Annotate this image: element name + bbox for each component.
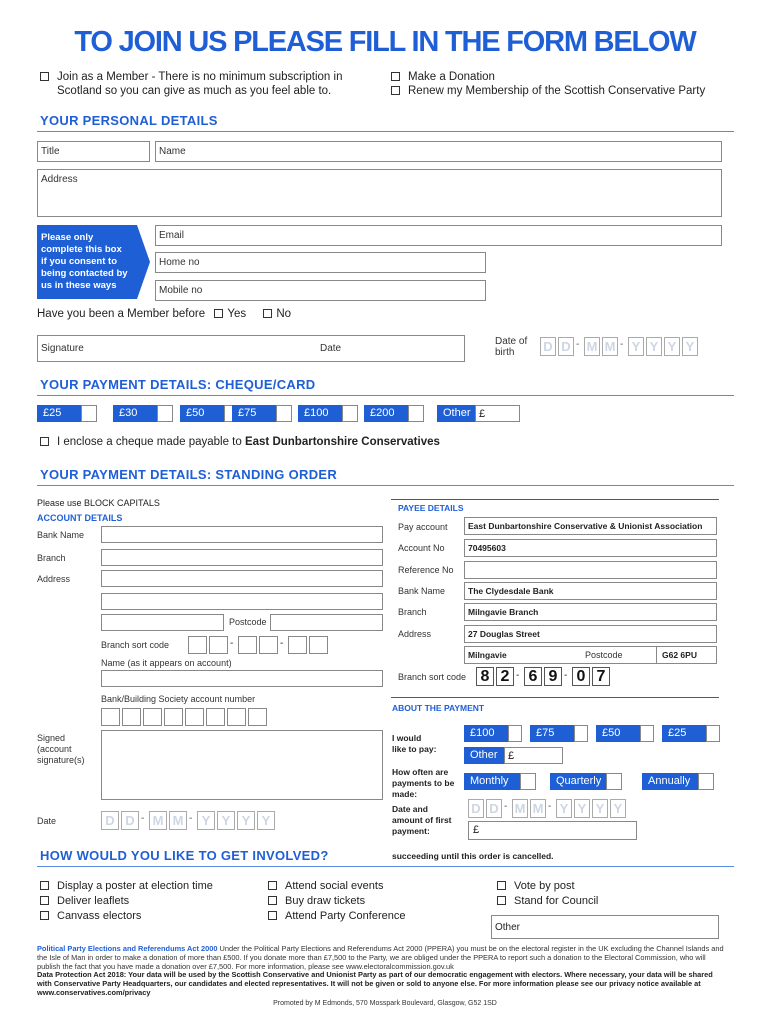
promoted-by: Promoted by M Edmonds, 570 Mosspark Boulevard, Glasgow, G52 1SD — [273, 1000, 497, 1007]
personal-details-heading: YOUR PERSONAL DETAILS — [40, 113, 218, 128]
block-capitals-note: Please use BLOCK CAPITALS — [37, 498, 160, 508]
first-date-digit-y[interactable]: Y — [574, 799, 590, 818]
payee-sort-label: Branch sort code — [398, 672, 467, 682]
first-payment-label: Date and amount of first payment: — [392, 804, 452, 836]
cheque-amount-0: £25 — [37, 405, 81, 422]
sort-box[interactable] — [288, 636, 307, 654]
so-date-sep: - — [141, 813, 145, 824]
payee-sort-sep: - — [516, 670, 520, 681]
first-date-sep: - — [504, 801, 508, 812]
involved-column-2 — [268, 879, 405, 924]
cheque-amount-box-4[interactable] — [342, 405, 358, 422]
so-date-digit-y[interactable]: Y — [197, 811, 215, 830]
freq-box-quarterly[interactable] — [606, 773, 622, 790]
involved-option[interactable]: Buy draw tickets — [268, 894, 405, 909]
account-no-value: 70495603 — [464, 539, 717, 557]
sort-box[interactable] — [238, 636, 257, 654]
payee-bank-label: Bank Name — [398, 586, 446, 596]
so-other-input[interactable]: £ — [504, 747, 563, 764]
involved-checkbox[interactable] — [268, 896, 277, 905]
standing-order-heading: YOUR PAYMENT DETAILS: STANDING ORDER — [40, 467, 338, 482]
postcode-input[interactable] — [270, 614, 383, 631]
involved-checkbox[interactable] — [40, 911, 49, 920]
so-date-digit-m[interactable]: M — [149, 811, 167, 830]
so-amount-1: £75 — [530, 725, 574, 742]
name-on-account-label: Name (as it appears on account) — [101, 658, 232, 668]
so-date-label: Date — [37, 816, 57, 826]
freq-box-monthly[interactable] — [520, 773, 536, 790]
bank-name-label: Bank Name — [37, 530, 85, 540]
cheque-amount-3: £75 — [232, 405, 276, 422]
address-input-2[interactable] — [101, 593, 383, 610]
payee-bank-value: The Clydesdale Bank — [464, 582, 717, 600]
cheque-amount-5: £200 — [364, 405, 408, 422]
ppera-notice: Political Party Elections and Referendums Act 2000 Under the Political Party Elections and Referendums Act 2000 (PPERA) you must be on the electoral register in the UK excluding the Channel Islands and the Isle of Man in order to make a donation of more than £500. If you donate more than £7,500 to the Party, we are obliged under the PPERA to report such a donation to the Electoral Commission, who will publish the fact that you have made a donation over £7,500. For more information, please see www.electoralcommission.gov.uk — [37, 944, 724, 971]
first-date-digit-m[interactable]: M — [530, 799, 546, 818]
involved-column-3 — [497, 879, 598, 909]
cheque-enclose-option[interactable]: I enclose a cheque made payable to East Dunbartonshire Conservatives — [40, 436, 440, 448]
postcode-label: Postcode — [229, 617, 267, 627]
first-date-sep: - — [548, 801, 552, 812]
payee-sort-digit: 8 — [476, 667, 494, 686]
first-date-digit-d[interactable]: D — [468, 799, 484, 818]
bank-name-input[interactable] — [101, 526, 383, 543]
involved-option[interactable]: Display a poster at election time — [40, 879, 213, 894]
join-member-checkbox[interactable] — [40, 72, 49, 81]
payee-town-value: Milngavie — [464, 646, 717, 664]
page-title: TO JOIN US PLEASE FILL IN THE FORM BELOW — [74, 26, 696, 58]
account-no-label: Account No — [398, 543, 445, 553]
donation-options — [391, 70, 705, 98]
so-amount-box-1[interactable] — [574, 725, 588, 742]
so-date-digit-y[interactable]: Y — [217, 811, 235, 830]
involved-checkbox[interactable] — [268, 911, 277, 920]
name-field[interactable]: Name — [155, 141, 722, 162]
first-date-digit-m[interactable]: M — [512, 799, 528, 818]
title-field[interactable]: Title — [37, 141, 150, 162]
so-date-digit-d[interactable]: D — [101, 811, 119, 830]
freq-box-annually[interactable] — [698, 773, 714, 790]
involved-option[interactable]: Attend social events — [268, 879, 405, 894]
would-like-label: I would like to pay: — [392, 733, 437, 754]
involved-checkbox[interactable] — [497, 881, 506, 890]
dob-sep: - — [620, 339, 624, 350]
so-other-label: Other — [464, 747, 504, 764]
so-amount-3: £25 — [662, 725, 706, 742]
payee-postcode-value: G62 6PU — [656, 647, 717, 663]
home-phone-field[interactable]: Home no — [155, 252, 486, 273]
so-amount-box-3[interactable] — [706, 725, 720, 742]
address-input-1[interactable] — [101, 570, 383, 587]
accnum-box[interactable] — [185, 708, 204, 726]
email-field[interactable]: Email — [155, 225, 722, 246]
freq-quarterly: Quarterly — [550, 773, 606, 790]
renew-option[interactable]: Renew my Membership of the Scottish Conservative Party — [391, 84, 705, 98]
dob-digit-m[interactable]: M — [584, 337, 600, 356]
succeeding-note: succeeding until this order is cancelled. — [392, 851, 554, 861]
make-donation-option[interactable]: Make a Donation — [391, 70, 705, 84]
so-amount-2: £50 — [596, 725, 640, 742]
involved-option[interactable]: Attend Party Conference — [268, 909, 405, 924]
payee-sort-digit: 0 — [572, 667, 590, 686]
dob-digit-y[interactable]: Y — [646, 337, 662, 356]
address-field[interactable]: Address — [37, 169, 722, 217]
signature-field[interactable]: Signature Date — [37, 335, 465, 362]
payee-postcode-label: Postcode — [585, 650, 623, 660]
cheque-amount-2: £50 — [180, 405, 224, 422]
first-date-digit-y[interactable]: Y — [592, 799, 608, 818]
first-payment-amount[interactable]: £ — [468, 821, 637, 840]
so-amount-box-0[interactable] — [508, 725, 522, 742]
dob-digit-y[interactable]: Y — [664, 337, 680, 356]
account-details-heading: ACCOUNT DETAILS — [37, 513, 123, 523]
freq-annually: Annually — [642, 773, 698, 790]
dob-digit-d[interactable]: D — [540, 337, 556, 356]
sort-box[interactable] — [309, 636, 328, 654]
cheque-other-label: Other — [437, 405, 475, 422]
payee-branch-label: Branch — [398, 607, 427, 617]
dob-digit-m[interactable]: M — [602, 337, 618, 356]
involved-option[interactable]: Deliver leaflets — [40, 894, 213, 909]
payee-sort-digit: 9 — [544, 667, 562, 686]
payee-address-label: Address — [398, 629, 432, 639]
cheque-amount-box-5[interactable] — [408, 405, 424, 422]
sort-box[interactable] — [209, 636, 228, 654]
cheque-heading: YOUR PAYMENT DETAILS: CHEQUE/CARD — [40, 377, 316, 392]
dob-digit-d[interactable]: D — [558, 337, 574, 356]
cheque-checkbox[interactable] — [40, 437, 49, 446]
address-label: Address — [37, 574, 71, 584]
mobile-phone-field[interactable]: Mobile no — [155, 280, 486, 301]
payee-sort-digit: 7 — [592, 667, 610, 686]
so-amount-0: £100 — [464, 725, 508, 742]
cheque-other-input[interactable]: £ — [475, 405, 520, 422]
so-date-digit-d[interactable]: D — [121, 811, 139, 830]
signed-label: Signed (account signature(s) — [37, 733, 85, 765]
reference-label: Reference No — [398, 565, 454, 575]
payee-sort-digit: 2 — [496, 667, 514, 686]
payee-details-heading: PAYEE DETAILS — [398, 503, 464, 513]
involved-option[interactable]: Vote by post — [497, 879, 598, 894]
how-often-label: How often are payments to be made: — [392, 767, 455, 799]
freq-monthly: Monthly — [464, 773, 520, 790]
involved-other-input[interactable]: Other — [491, 915, 719, 939]
accnum-box[interactable] — [122, 708, 141, 726]
dob-digit-y[interactable]: Y — [628, 337, 644, 356]
accnum-box[interactable] — [248, 708, 267, 726]
branch-label: Branch — [37, 553, 66, 563]
donation-checkbox[interactable] — [391, 72, 400, 81]
branch-input[interactable] — [101, 549, 383, 566]
member-before-question: Have you been a Member before Yes No — [37, 308, 292, 320]
about-payment-heading: ABOUT THE PAYMENT — [392, 703, 485, 713]
involved-checkbox[interactable] — [497, 896, 506, 905]
address-input-3[interactable] — [101, 614, 224, 631]
so-date-sep: - — [189, 813, 193, 824]
account-number-label: Bank/Building Society account number — [101, 694, 256, 704]
involved-checkbox[interactable] — [268, 881, 277, 890]
first-date-digit-y[interactable]: Y — [610, 799, 626, 818]
involved-option[interactable]: Canvass electors — [40, 909, 213, 924]
reference-input[interactable] — [464, 561, 717, 579]
sort-sep: - — [230, 638, 234, 649]
cheque-amount-1: £30 — [113, 405, 157, 422]
dob-label: Date of birth — [495, 336, 528, 358]
dob-sep: - — [576, 339, 580, 350]
involved-column-1 — [40, 879, 213, 924]
payee-branch-value: Milngavie Branch — [464, 603, 717, 621]
sort-box[interactable] — [259, 636, 278, 654]
so-date-digit-y[interactable]: Y — [237, 811, 255, 830]
involved-checkbox[interactable] — [40, 881, 49, 890]
member-yes-checkbox[interactable] — [214, 309, 223, 318]
so-date-digit-m[interactable]: M — [169, 811, 187, 830]
first-date-digit-y[interactable]: Y — [556, 799, 572, 818]
involved-heading: HOW WOULD YOU LIKE TO GET INVOLVED? — [40, 848, 329, 863]
accnum-box[interactable] — [101, 708, 120, 726]
pay-account-label: Pay account — [398, 522, 448, 532]
first-date-digit-d[interactable]: D — [486, 799, 502, 818]
involved-option[interactable]: Stand for Council — [497, 894, 598, 909]
accnum-box[interactable] — [143, 708, 162, 726]
dpa-notice: Data Protection Act 2018: Your data will be used by the Scottish Conservative and Unionist Party as part of our democratic engagement with electors. Where necessary, your data will be shared with Conservative Party Headquarters, our candidates and elected representatives. It will not be given or sold to anyone else. For more information please see our privacy notice available at www.conservatives.com/privacy — [37, 970, 713, 997]
join-member-option[interactable]: Join as a Member - There is no minimum subscription in Scotland so you can give as much as you feel able to. — [40, 70, 342, 98]
account-signature-input[interactable] — [101, 730, 383, 800]
dob-digit-y[interactable]: Y — [682, 337, 698, 356]
accnum-box[interactable] — [227, 708, 246, 726]
cheque-amount-box-3[interactable] — [276, 405, 292, 422]
pay-account-value: East Dunbartonshire Conservative & Unionist Association — [464, 517, 717, 535]
accnum-box[interactable] — [206, 708, 225, 726]
so-amount-box-2[interactable] — [640, 725, 654, 742]
sort-code-label: Branch sort code — [101, 640, 170, 650]
payee-address-value: 27 Douglas Street — [464, 625, 717, 643]
payee-sort-digit: 6 — [524, 667, 542, 686]
sort-sep: - — [280, 638, 284, 649]
renew-checkbox[interactable] — [391, 86, 400, 95]
involved-checkbox[interactable] — [40, 896, 49, 905]
consent-note: Please only complete this box if you consent to being contacted by us in these ways — [41, 232, 128, 291]
cheque-amount-4: £100 — [298, 405, 342, 422]
payee-sort-sep: - — [564, 670, 568, 681]
cheque-amount-box-1[interactable] — [157, 405, 173, 422]
name-on-account-input[interactable] — [101, 670, 383, 687]
member-no-checkbox[interactable] — [263, 309, 272, 318]
accnum-box[interactable] — [164, 708, 183, 726]
sort-box[interactable] — [188, 636, 207, 654]
cheque-amount-box-0[interactable] — [81, 405, 97, 422]
so-date-digit-y[interactable]: Y — [257, 811, 275, 830]
